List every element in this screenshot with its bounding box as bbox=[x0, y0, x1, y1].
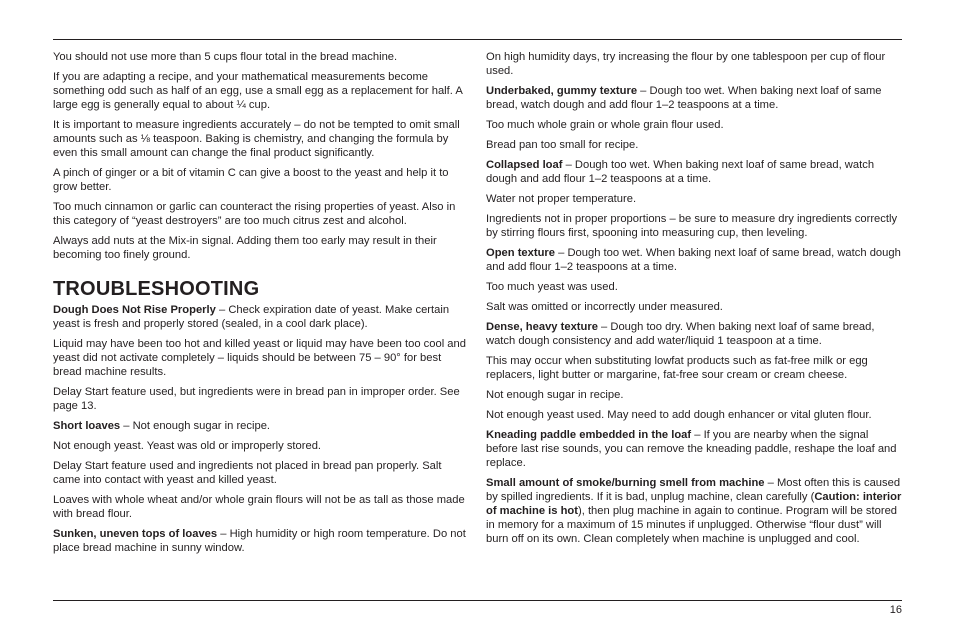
troubleshooting-item: Ingredients not in proper proportions – be sure to measure dry ingredients correctly by stirring flours first, spooning into measuring cup, then leveling. bbox=[486, 213, 898, 239]
intro-paragraph: Too much cinnamon or garlic can counteract the rising properties of yeast. Also in this category of “yeast destroyers” are too much citrus zest and alcohol. bbox=[53, 201, 456, 227]
troubleshooting-item: Not enough yeast used. May need to add dough enhancer or vital gluten flour. bbox=[486, 409, 872, 421]
intro-paragraph: A pinch of ginger or a bit of vitamin C can give a boost to the yeast and help it to grow better. bbox=[53, 167, 449, 193]
troubleshooting-item: Open texture – Dough too wet. When baking next loaf of same bread, watch dough and add flour 1–2 teaspoons at a time. bbox=[486, 247, 901, 273]
troubleshooting-item: Water not proper temperature. bbox=[486, 193, 637, 205]
troubleshooting-item: On high humidity days, try increasing the flour by one tablespoon per cup of flour used. bbox=[486, 51, 886, 77]
troubleshooting-item: Dense, heavy texture – Dough too dry. When baking next loaf of same bread, watch dough consistency and add water/liquid 1 teaspoon at a time. bbox=[486, 321, 875, 347]
troubleshooting-item: Not enough yeast. Yeast was old or improperly stored. bbox=[53, 440, 322, 452]
troubleshooting-item-smoke: Small amount of smoke/burning smell from machine – Most often this is caused by spilled ingredients. If it is bad, unplug machine, clean carefully (Caution: interior of machine is hot), then plug machine in again to continue. Program will be stored in memory for a maximum of 15 minutes if unplugged. Otherwise “flour dust” will burn off on its own. Clean completely when machine is unplugged and cool. bbox=[486, 477, 902, 545]
bottom-rule bbox=[53, 600, 902, 601]
section-heading: TROUBLESHOOTING bbox=[53, 278, 260, 300]
troubleshooting-item: Short loaves – Not enough sugar in recipe. bbox=[53, 420, 271, 432]
troubleshooting-item: Underbaked, gummy texture – Dough too wet. When baking next loaf of same bread, watch dough and add flour 1–2 teaspoons at a time. bbox=[486, 85, 882, 111]
troubleshooting-item: Delay Start feature used and ingredients not placed in bread pan properly. Salt came into contact with yeast and killed yeast. bbox=[53, 460, 442, 486]
troubleshooting-item: Loaves with whole wheat and/or whole grain flours will not be as tall as those made with bread flour. bbox=[53, 494, 465, 520]
intro-paragraph: If you are adapting a recipe, and your mathematical measurements become something odd such as half of an egg, use a small egg as a replacement for half. A large egg is generally equal to about ¼ cup. bbox=[53, 71, 463, 111]
troubleshooting-item: Collapsed loaf – Dough too wet. When baking next loaf of same bread, watch dough and add flour 1–2 teaspoons at a time. bbox=[486, 159, 875, 185]
intro-paragraph: It is important to measure ingredients accurately – do not be tempted to omit small amounts such as ⅛ teaspoon. Baking is chemistry, and changing the formula by even this small amount can change the final product significantly. bbox=[53, 119, 460, 159]
troubleshooting-item: Sunken, uneven tops of loaves – High humidity or high room temperature. Do not place bread machine in sunny window. bbox=[53, 528, 466, 554]
intro-paragraph: You should not use more than 5 cups flour total in the bread machine. bbox=[53, 51, 398, 63]
troubleshooting-item: Too much whole grain or whole grain flour used. bbox=[486, 119, 724, 131]
troubleshooting-item: This may occur when substituting lowfat products such as fat-free milk or egg replacers, light butter or margarine, fat-free sour cream or cream cheese. bbox=[486, 355, 868, 381]
troubleshooting-item: Liquid may have been too hot and killed yeast or liquid may have been too cool and yeast did not activate completely – liquids should be between 75 – 90° for best bread machine results. bbox=[53, 338, 466, 378]
troubleshooting-item: Bread pan too small for recipe. bbox=[486, 139, 639, 151]
intro-paragraph: Always add nuts at the Mix-in signal. Adding them too early may result in their becoming too finely ground. bbox=[53, 235, 437, 261]
troubleshooting-item: Dough Does Not Rise Properly – Check expiration date of yeast. Make certain yeast is fresh and properly stored (sealed, in a cool dark place). bbox=[53, 304, 450, 330]
left-column bbox=[53, 50, 467, 561]
right-column bbox=[486, 50, 902, 552]
top-rule bbox=[53, 39, 902, 40]
page-number: 16 bbox=[889, 604, 902, 616]
troubleshooting-item: Not enough sugar in recipe. bbox=[486, 389, 624, 401]
troubleshooting-item: Delay Start feature used, but ingredients were in bread pan in improper order. See page 13. bbox=[53, 386, 460, 412]
troubleshooting-item: Salt was omitted or incorrectly under measured. bbox=[486, 301, 723, 313]
troubleshooting-item: Kneading paddle embedded in the loaf – If you are nearby when the signal before last rise sounds, you can remove the kneading paddle, reshape the loaf and replace. bbox=[486, 429, 897, 469]
troubleshooting-item: Too much yeast was used. bbox=[486, 281, 618, 293]
